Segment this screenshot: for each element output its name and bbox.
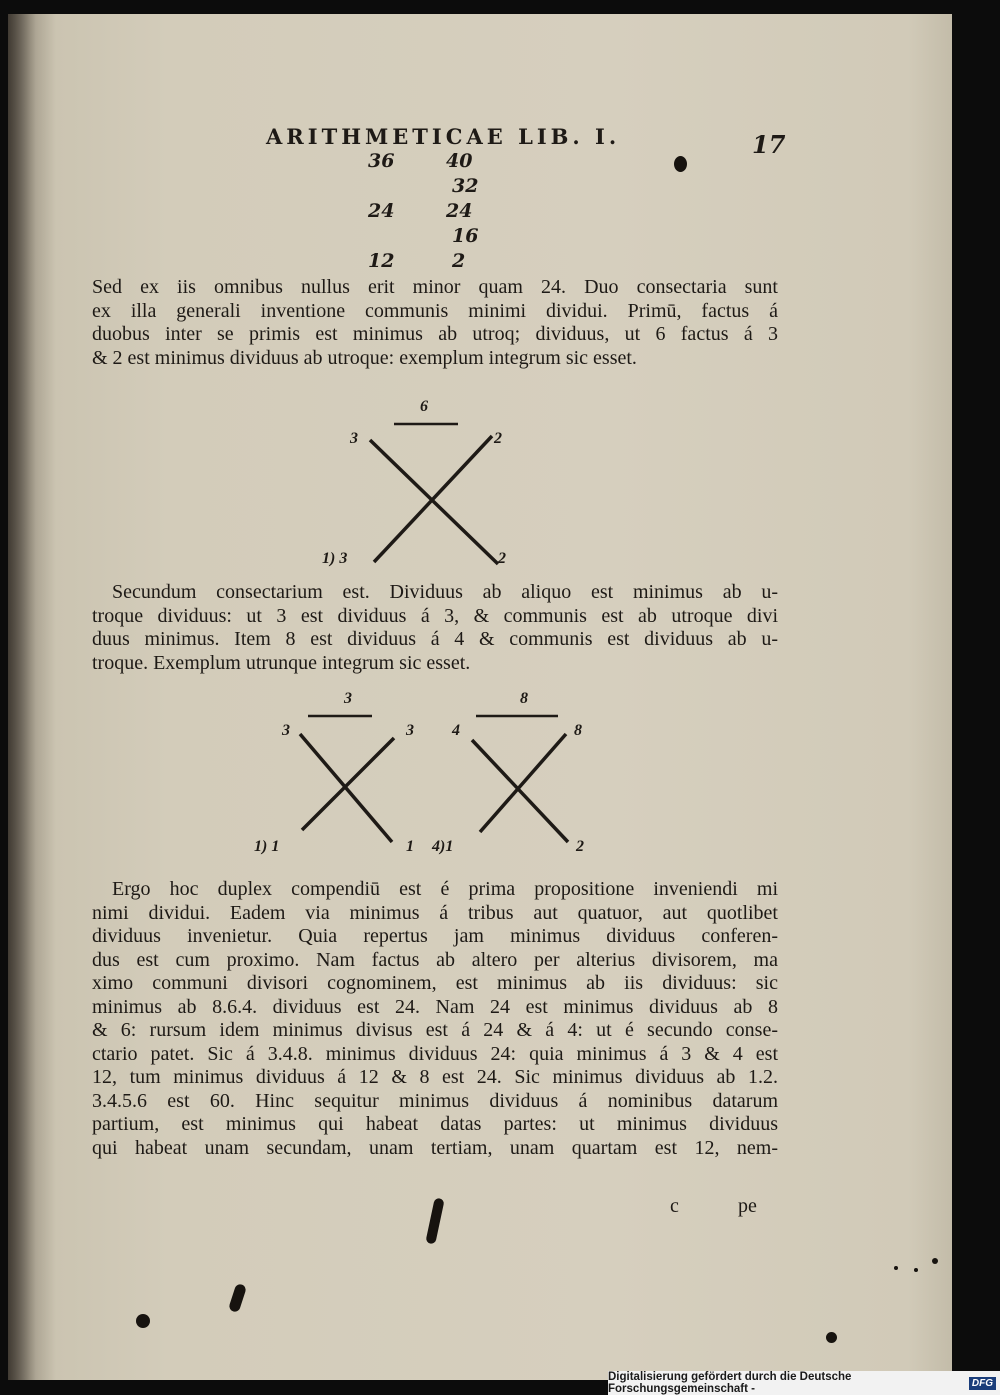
- diagram-1-bottom-right-label: 2: [498, 550, 506, 567]
- diagram-1-top-label: 6: [420, 398, 428, 415]
- scanned-page: [8, 14, 952, 1380]
- text-line: partium, est minimus qui habeat datas partes: ut minimus dividuus: [92, 1113, 778, 1135]
- diagram-3-bottom-right-label: 2: [576, 838, 584, 855]
- text-line: nimi dividui. Eadem via minimus á tribus aut quatuor, aut quotlibet: [92, 901, 778, 924]
- signature-mark: c: [670, 1195, 679, 1217]
- diagram-2-top-label: 3: [344, 690, 352, 707]
- ink-spot: [674, 156, 687, 172]
- digitization-credit: Digitalisierung gefördert durch die Deutsche Forschungsgemeinschaft -: [608, 1371, 852, 1395]
- ink-mark: [425, 1197, 444, 1244]
- cross-diagram-1-lines: [308, 392, 548, 572]
- table-right-1: 40: [446, 150, 473, 172]
- text-line: qui habeat unam secundam, unam tertiam, unam quartam est 12, nem-: [92, 1136, 778, 1159]
- table-right-5: 2: [452, 250, 466, 272]
- text-line: ctario patet. Sic á 3.4.8. minimus dividuus 24: quia minimus á 3 & 4 est: [92, 1042, 778, 1065]
- text-line: & 2 est minimus dividuus ab utroque: exemplum integrum sic esset.: [92, 346, 637, 369]
- ink-spot: [894, 1266, 898, 1270]
- ink-spot: [932, 1258, 938, 1264]
- cross-diagram-2: [248, 678, 428, 868]
- diagram-1-top-right-label: 2: [494, 430, 502, 447]
- digitization-credit-bar: [608, 1371, 1000, 1395]
- diagram-2-bottom-right-label: 1: [406, 838, 414, 855]
- running-head: ARITHMETICAE LIB. I.: [266, 124, 621, 149]
- text-line: Ergo hoc duplex compendiū est é prima propositione inveniendi mi: [112, 878, 778, 900]
- ink-spot: [826, 1332, 837, 1343]
- diagram-1-top-left-label: 3: [350, 430, 358, 447]
- table-right-2: 32: [452, 175, 479, 197]
- ink-spot: [136, 1314, 150, 1328]
- paragraph-1: [92, 276, 778, 370]
- paragraph-3: [92, 878, 778, 1160]
- text-line: 12, tum minimus dividuus á 12 & 8 est 24. Sic minimus dividuus ab 1.2.: [92, 1066, 778, 1088]
- text-line: troque dividuus: ut 3 est dividuus á 3, & communis est ab utroque divi: [92, 604, 778, 627]
- text-line: minimus ab 8.6.4. dividuus est 24. Nam 24 est minimus dividuus ab 8: [92, 995, 778, 1018]
- table-right-4: 16: [452, 225, 479, 247]
- text-line: duus minimus. Item 8 est dividuus á 4 & communis est dividuus ab u-: [92, 628, 778, 650]
- diagram-2-top-right-label: 3: [406, 722, 414, 739]
- paragraph-2: [92, 581, 778, 675]
- text-line: 3.4.5.6 est 60. Hinc sequitur minimus dividuus á nominibus datarum: [92, 1089, 778, 1112]
- book-spine-shadow: [8, 14, 36, 1380]
- diagram-3-top-left-label: 4: [452, 722, 460, 739]
- page-number: 17: [752, 130, 786, 159]
- ink-spot: [914, 1268, 918, 1272]
- cross-diagram-3: [418, 678, 598, 868]
- text-line: & 6: rursum idem minimus divisus est á 24 & á 4: ut é secundo conse-: [92, 1019, 778, 1041]
- diagram-2-top-left-label: 3: [282, 722, 290, 739]
- text-line: Secundum consectarium est. Dividuus ab aliquo est minimus ab u-: [112, 581, 778, 603]
- text-line: ximo communi divisori cognominem, est minimus ab iis dividuus: sic: [92, 972, 778, 994]
- text-line: dividuus invenietur. Quia repertus jam minimus dividuus conferen-: [92, 925, 778, 947]
- ink-spot: [228, 1283, 247, 1313]
- text-line: troque. Exemplum utrunque integrum sic esset.: [92, 651, 471, 674]
- text-line: ex illa generali inventione communis minimi dividui. Primū, factus á: [92, 299, 778, 322]
- cross-diagram-1: [308, 392, 548, 572]
- diagram-2-bottom-left-label: 1) 1: [254, 838, 280, 855]
- text-line: Sed ex iis omnibus nullus erit minor quam 24. Duo consectaria sunt: [92, 276, 778, 298]
- table-left-2: 24: [368, 200, 395, 222]
- table-left-3: 12: [368, 250, 395, 272]
- diagram-3-bottom-left-label: 4)1: [432, 838, 454, 855]
- diagram-3-top-label: 8: [520, 690, 528, 707]
- text-line: duobus inter se primis est minimus ab utroq; dividuus, ut 6 factus á 3: [92, 323, 778, 345]
- dfg-logo: DFG: [969, 1377, 996, 1390]
- catchword: pe: [738, 1195, 757, 1217]
- text-line: dus est cum proximo. Nam factus ab altero per alterius divisorem, ma: [92, 948, 778, 971]
- diagram-1-bottom-left-label: 1) 3: [322, 550, 348, 567]
- table-left-1: 36: [368, 150, 395, 172]
- diagram-3-top-right-label: 8: [574, 722, 582, 739]
- table-right-3: 24: [446, 200, 473, 222]
